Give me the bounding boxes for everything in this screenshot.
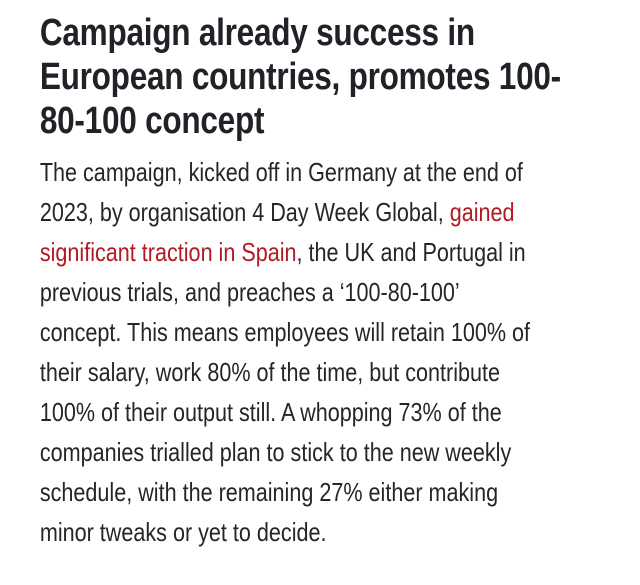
inline-link[interactable]: significant traction in Spain (39, 237, 297, 267)
headline-line: European countries, promotes 100- (39, 56, 561, 98)
paragraph-text: 100% of their output still. A whopping 73% of the (39, 397, 502, 427)
paragraph-line (40, 392, 640, 432)
paragraph-text: schedule, with the remaining 27% either making (39, 477, 499, 507)
paragraph-line (40, 152, 640, 192)
headline-line: 80-100 concept (39, 100, 265, 142)
paragraph-text: their salary, work 80% of the time, but contribute (39, 357, 501, 387)
paragraph-line (40, 232, 640, 272)
article-headline (40, 11, 640, 143)
paragraph-text: 2023, by organisation 4 Day Week Global, (39, 197, 450, 227)
paragraph-text: The campaign, kicked off in Germany at the end of (39, 157, 523, 187)
paragraph-text: previous trials, and preaches a ‘100-80-100’ (39, 277, 460, 307)
paragraph-text: companies trialled plan to stick to the new weekly (39, 437, 512, 467)
paragraph-line (40, 472, 640, 512)
paragraph-text: minor tweaks or yet to decide. (39, 517, 327, 547)
paragraph-line (40, 432, 640, 472)
paragraph-line (40, 272, 640, 312)
paragraph-line (40, 352, 640, 392)
paragraph-line (40, 312, 640, 352)
inline-link[interactable]: gained (449, 197, 515, 227)
paragraph-line (40, 192, 640, 232)
paragraph-text: , the UK and Portugal in (296, 237, 526, 267)
article-paragraph (40, 152, 640, 552)
headline-line: Campaign already success in (39, 12, 475, 54)
paragraph-line (40, 512, 640, 552)
paragraph-text: concept. This means employees will retain 100% of (39, 317, 531, 347)
